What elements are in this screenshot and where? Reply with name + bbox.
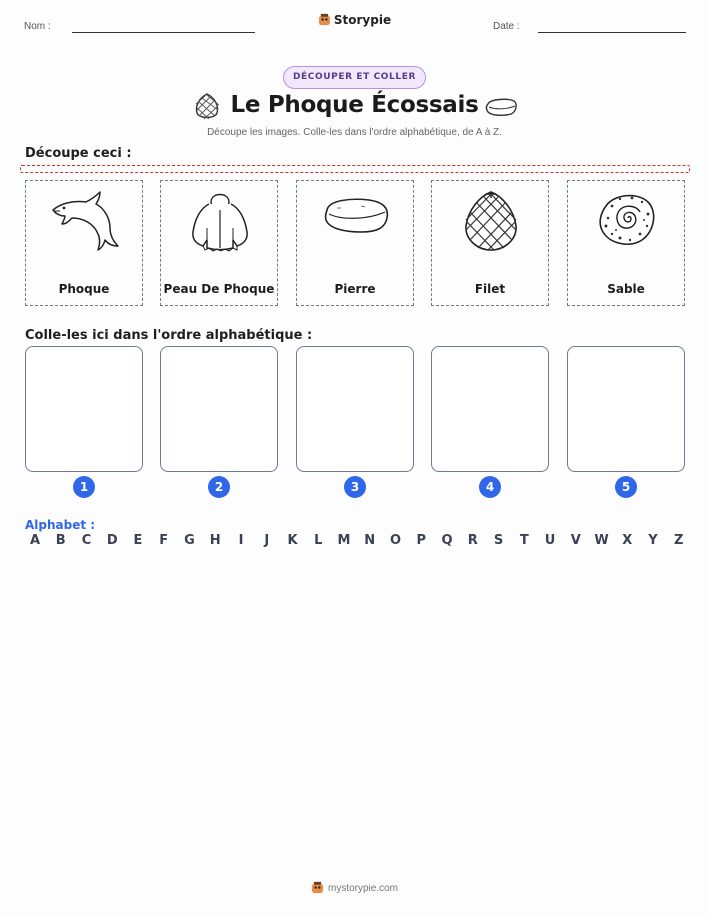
card-label: Phoque	[58, 282, 110, 296]
footer-url[interactable]: mystorypie.com	[327, 883, 398, 894]
name-label: Nom :	[24, 21, 51, 32]
alphabet-letter: G	[184, 533, 195, 548]
slot-number: 1	[73, 476, 95, 498]
cut-card-pierre[interactable]	[296, 180, 414, 306]
paste-slot[interactable]	[25, 346, 143, 472]
hooded-cloak-icon	[185, 188, 255, 254]
alphabet-letter: P	[416, 533, 427, 548]
brand-name: Storypie	[333, 13, 392, 27]
net-icon	[456, 188, 526, 254]
cut-card-phoque[interactable]	[25, 180, 143, 306]
alphabet-letter: U	[544, 533, 556, 548]
alphabet-letter: H	[209, 533, 221, 548]
paste-slot[interactable]	[567, 346, 685, 472]
alphabet-letter: N	[364, 533, 376, 548]
cut-card-sable[interactable]	[567, 180, 685, 306]
stone-icon	[321, 188, 391, 254]
date-label: Date :	[493, 21, 520, 32]
alphabet-letter: Z	[674, 533, 684, 548]
alphabet-letter: X	[622, 533, 633, 548]
slot-number: 5	[615, 476, 637, 498]
alphabet-letter: S	[493, 533, 504, 548]
footer	[0, 881, 709, 894]
card-label: Pierre	[334, 282, 376, 296]
activity-badge: DÉCOUPER ET COLLER	[283, 66, 426, 89]
slot-number: 3	[344, 476, 366, 498]
alphabet-letter: L	[314, 533, 323, 548]
alphabet-letter: O	[389, 533, 402, 548]
card-label: Sable	[607, 282, 645, 296]
alphabet-letter: W	[594, 533, 609, 548]
stone-icon	[484, 96, 518, 118]
date-line[interactable]	[538, 32, 686, 33]
cut-section-label: Découpe ceci :	[25, 146, 132, 161]
alphabet-letter: Q	[441, 533, 453, 548]
paste-slot[interactable]	[296, 346, 414, 472]
instructions: Découpe les images. Colle-les dans l'ordre alphabétique, de A à Z.	[207, 127, 502, 138]
paste-slot[interactable]	[431, 346, 549, 472]
paste-section-label: Colle-les ici dans l'ordre alphabétique :	[25, 328, 313, 343]
dolphin-icon	[50, 188, 120, 254]
alphabet-letter: M	[337, 533, 351, 548]
page-title: Le Phoque Écossais	[230, 92, 479, 118]
alphabet-label: Alphabet :	[25, 518, 96, 532]
name-line[interactable]	[72, 32, 255, 33]
slot-number: 2	[208, 476, 230, 498]
alphabet-letter: T	[519, 533, 529, 548]
alphabet-letter: Y	[648, 533, 658, 548]
alphabet-letter: A	[29, 533, 41, 548]
paste-slot[interactable]	[160, 346, 278, 472]
alphabet-letter: J	[264, 533, 270, 548]
storypie-logo-icon	[318, 13, 331, 26]
cut-line	[20, 165, 690, 173]
alphabet-letter: R	[467, 533, 478, 548]
cut-card-filet[interactable]	[431, 180, 549, 306]
brand-logo	[0, 13, 709, 27]
card-label: Filet	[474, 282, 506, 296]
alphabet-letter: K	[287, 533, 298, 548]
alphabet-letter: B	[55, 533, 66, 548]
alphabet-letter: C	[81, 533, 92, 548]
cut-card-peau-de-phoque[interactable]	[160, 180, 278, 306]
alphabet-letter: E	[133, 533, 143, 548]
storypie-logo-icon	[311, 881, 324, 894]
alphabet-letter: V	[570, 533, 581, 548]
alphabet-letter: D	[106, 533, 118, 548]
alphabet-letter: I	[238, 533, 244, 548]
alphabet-letter: F	[159, 533, 169, 548]
slot-number: 4	[479, 476, 501, 498]
alphabet-row	[24, 533, 690, 548]
sand-icon	[592, 188, 662, 254]
card-label: Peau De Phoque	[163, 282, 275, 296]
